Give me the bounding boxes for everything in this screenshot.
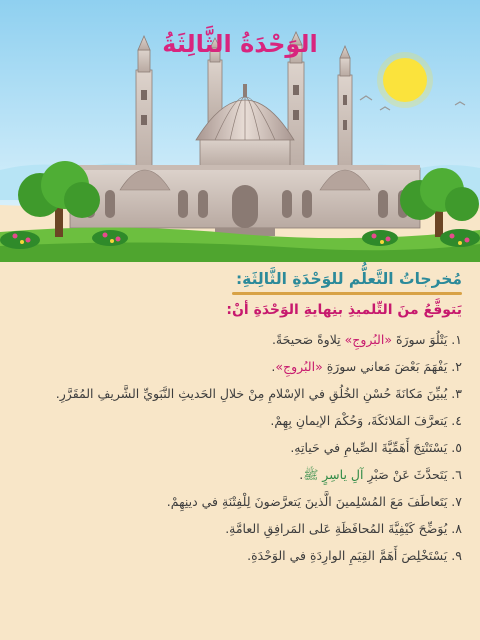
item-text: يَسْتَنْتِجَ أَهَمِّيَّةَ الصِّيامِ في حَياتِهِ. <box>290 440 448 455</box>
item-text: يَتْلُوَ سورَةَ <box>391 332 448 347</box>
list-item <box>18 465 462 484</box>
item-text: يُوَضِّحَ كَيْفِيَّةَ المُحافَظَةِ عَلى المَرافِقِ العامَّةِ. <box>225 521 448 536</box>
item-text: يَتَعاطَفَ مَعَ المُسْلِمينَ الَّذينَ يَتعرَّضونَ لِلْفِتْنَةِ في دينِهِمْ. <box>166 494 448 509</box>
outcomes-list <box>18 330 462 565</box>
surah-name: «البُروجِ» <box>275 359 323 374</box>
item-number: ٤. <box>451 413 462 428</box>
intro-text: يَتوقَّعُ منَ التِّلميذِ بنِهايةِ الوَحْدَةِ أنْ: <box>226 302 462 318</box>
item-number: ٩. <box>451 548 462 563</box>
unit-title: الوَحْدَةُ الثَّالِثَةُ <box>162 30 318 58</box>
list-item <box>18 357 462 376</box>
item-number: ١. <box>451 332 462 347</box>
list-item <box>18 411 462 430</box>
item-number: ٧. <box>451 494 462 509</box>
learning-outcomes <box>18 268 462 573</box>
item-text-end: . <box>299 467 304 482</box>
item-number: ٣. <box>451 386 462 401</box>
item-text-end: تِلاوةً صَحيحَةً. <box>271 332 345 347</box>
list-item <box>18 438 462 457</box>
item-text: يُبيِّنَ مَكانَةَ حُسْنِ الخُلُقِ في الإسْلامِ مِنْ خلالِ الحَديثِ النَّبَويِّ الشَّريفِ المُقَرَّرِ. <box>55 386 448 401</box>
item-number: ٦. <box>451 467 462 482</box>
family-name: آلِ ياسِرٍ ﷺ <box>303 467 364 482</box>
heading-underline <box>232 292 462 295</box>
list-item <box>18 546 462 565</box>
surah-name: «البُروجِ» <box>344 332 392 347</box>
item-text: يَفْهَمَ بَعْضَ مَعاني سورَةِ <box>322 359 448 374</box>
item-number: ٨. <box>451 521 462 536</box>
list-item <box>18 519 462 538</box>
list-item <box>18 492 462 511</box>
list-item <box>18 384 462 403</box>
item-number: ٢. <box>451 359 462 374</box>
section-heading: مُخرجاتُ التَّعلُّم للوَحْدَةِ الثَّالِثَةِ: <box>235 270 462 288</box>
item-text-end: . <box>271 359 276 374</box>
item-text: يَتعرَّفَ المَلائكَةَ، وَحُكْمَ الإيمانِ بِهِمْ. <box>270 413 448 428</box>
item-text: يَسْتَخْلِصَ أَهَمَّ القِيَمِ الوارِدَةِ في الوَحْدَةِ. <box>247 548 448 563</box>
list-item <box>18 330 462 349</box>
item-text: يَتَحدَّثَ عَنْ صَبْرِ <box>363 467 448 482</box>
item-number: ٥. <box>451 440 462 455</box>
